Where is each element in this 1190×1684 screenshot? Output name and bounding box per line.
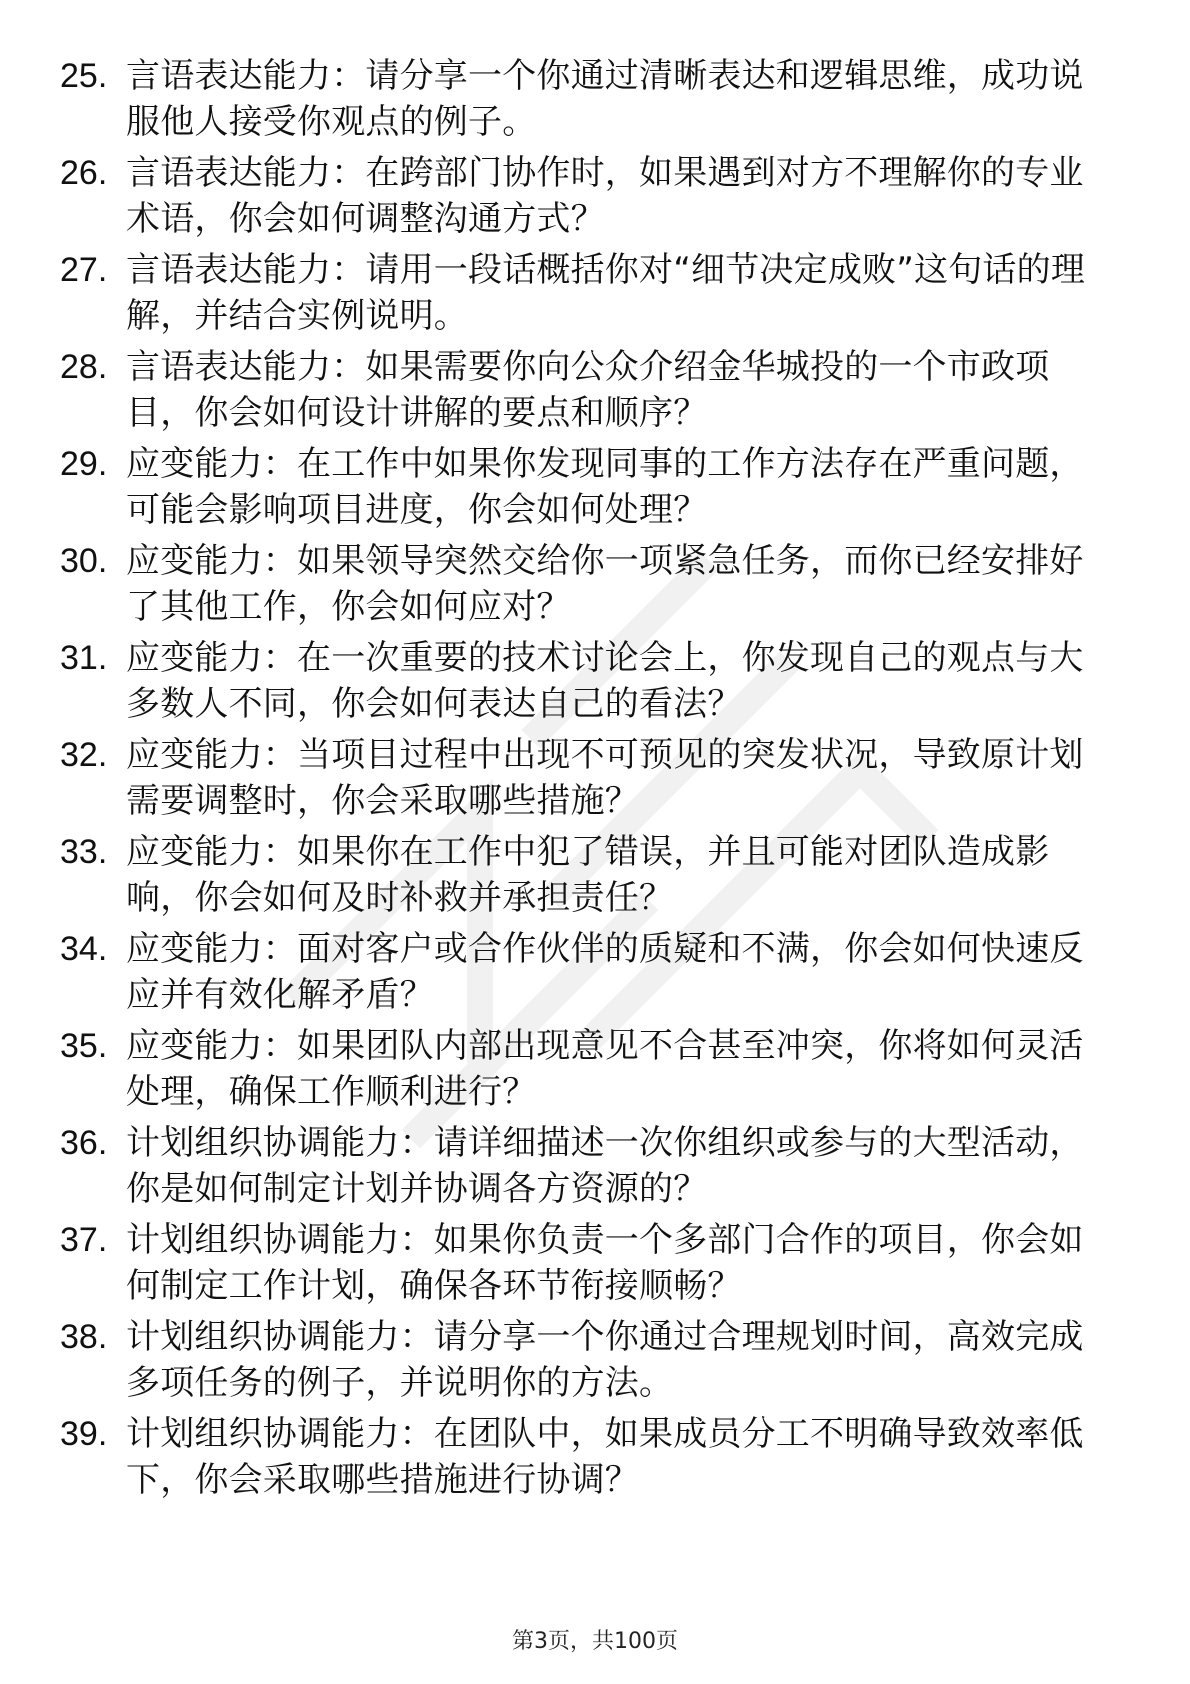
question-number: 37. bbox=[60, 1221, 108, 1259]
question-text: 计划组织协调能力：请详细描述一次你组织或参与的大型活动，你是如何制定计划并协调各方资源的？ bbox=[126, 1123, 1084, 1209]
question-text: 应变能力：面对客户或合作伙伴的质疑和不满，你会如何快速反应并有效化解矛盾？ bbox=[126, 929, 1084, 1015]
question-number: 33. bbox=[60, 833, 108, 871]
list-item bbox=[60, 538, 1110, 635]
list-item bbox=[60, 732, 1110, 829]
list-item bbox=[60, 1217, 1110, 1314]
list-item bbox=[60, 635, 1110, 732]
question-number: 27. bbox=[60, 251, 108, 289]
list-item bbox=[60, 1023, 1110, 1120]
question-text: 应变能力：如果领导突然交给你一项紧急任务，而你已经安排好了其他工作，你会如何应对？ bbox=[126, 541, 1084, 627]
question-text: 应变能力：在工作中如果你发现同事的工作方法存在严重问题，可能会影响项目进度，你会如何处理？ bbox=[126, 444, 1084, 530]
list-item bbox=[60, 1411, 1110, 1508]
list-item bbox=[60, 829, 1110, 926]
question-text: 应变能力：当项目过程中出现不可预见的突发状况，导致原计划需要调整时，你会采取哪些措施？ bbox=[126, 735, 1084, 821]
list-item bbox=[60, 1120, 1110, 1217]
list-item bbox=[60, 53, 1110, 150]
question-number: 38. bbox=[60, 1318, 108, 1356]
question-number: 39. bbox=[60, 1415, 108, 1453]
list-item bbox=[60, 1314, 1110, 1411]
question-number: 30. bbox=[60, 542, 108, 580]
list-item bbox=[60, 441, 1110, 538]
question-number: 32. bbox=[60, 736, 108, 774]
question-text: 言语表达能力：请分享一个你通过清晰表达和逻辑思维，成功说服他人接受你观点的例子。 bbox=[126, 56, 1084, 142]
question-text: 计划组织协调能力：在团队中，如果成员分工不明确导致效率低下，你会采取哪些措施进行协调？ bbox=[126, 1414, 1084, 1500]
question-number: 26. bbox=[60, 154, 108, 192]
question-number: 35. bbox=[60, 1027, 108, 1065]
question-number: 36. bbox=[60, 1124, 108, 1162]
list-item bbox=[60, 926, 1110, 1023]
question-text: 言语表达能力：在跨部门协作时，如果遇到对方不理解你的专业术语，你会如何调整沟通方式？ bbox=[126, 153, 1084, 239]
question-text: 言语表达能力：请用一段话概括你对“细节决定成败”这句话的理解，并结合实例说明。 bbox=[126, 250, 1086, 336]
question-text: 言语表达能力：如果需要你向公众介绍金华城投的一个市政项目，你会如何设计讲解的要点和顺序？ bbox=[126, 347, 1050, 433]
question-text: 应变能力：如果你在工作中犯了错误，并且可能对团队造成影响，你会如何及时补救并承担责任？ bbox=[126, 832, 1050, 918]
question-text: 计划组织协调能力：请分享一个你通过合理规划时间，高效完成多项任务的例子，并说明你的方法。 bbox=[126, 1317, 1084, 1403]
question-number: 31. bbox=[60, 639, 108, 677]
question-number: 29. bbox=[60, 445, 108, 483]
list-item bbox=[60, 150, 1110, 247]
question-list bbox=[60, 53, 1110, 1508]
list-item bbox=[60, 344, 1110, 441]
question-number: 25. bbox=[60, 57, 108, 95]
page-footer: 第3页，共100页 bbox=[512, 1629, 678, 1654]
question-number: 28. bbox=[60, 348, 108, 386]
question-text: 计划组织协调能力：如果你负责一个多部门合作的项目，你会如何制定工作计划，确保各环节衔接顺畅？ bbox=[126, 1220, 1084, 1306]
question-text: 应变能力：如果团队内部出现意见不合甚至冲突，你将如何灵活处理，确保工作顺利进行？ bbox=[126, 1026, 1084, 1112]
list-item bbox=[60, 247, 1110, 344]
question-text: 应变能力：在一次重要的技术讨论会上，你发现自己的观点与大多数人不同，你会如何表达自己的看法？ bbox=[126, 638, 1084, 724]
question-number: 34. bbox=[60, 930, 108, 968]
